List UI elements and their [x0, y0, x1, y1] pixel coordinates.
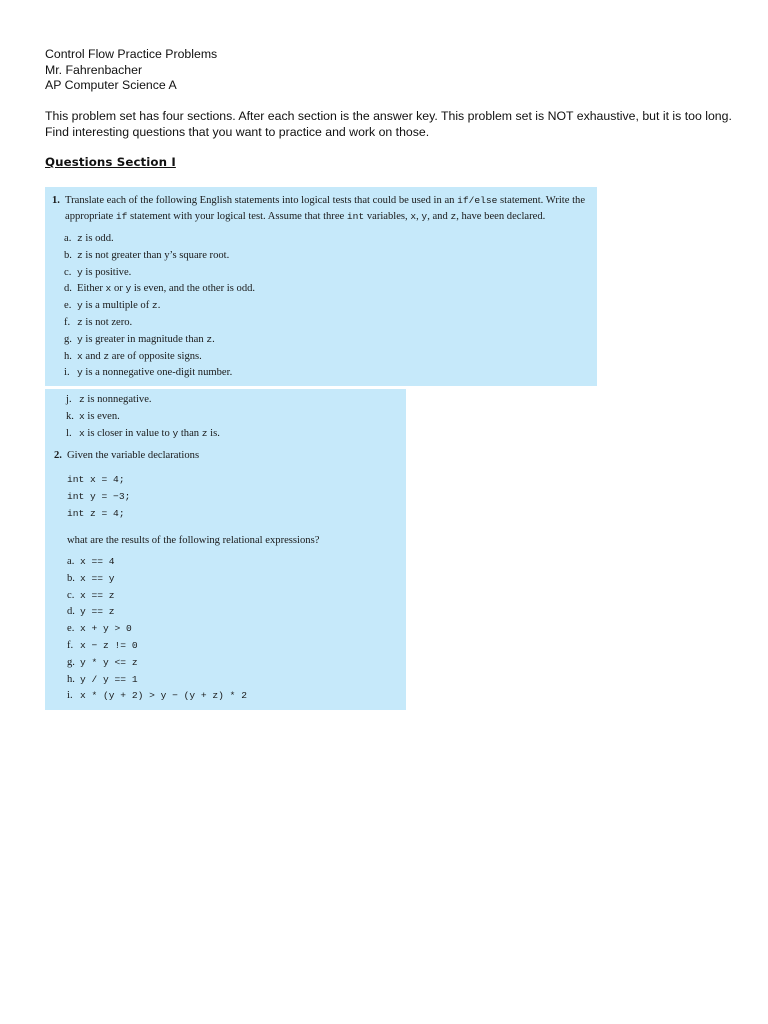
item-text	[79, 393, 152, 406]
text-fragment: are of opposite signs.	[109, 350, 202, 362]
text-fragment: is even.	[84, 410, 120, 422]
q1-code-z: z	[450, 211, 457, 222]
question-1-box	[45, 187, 597, 386]
code-token: z	[201, 427, 208, 439]
item-letter: d.	[67, 606, 75, 618]
q1-text-part: , have been declared.	[456, 211, 546, 222]
question-2-text: Given the variable declarations	[67, 450, 200, 461]
item-letter: f.	[64, 316, 71, 328]
header-course: AP Computer Science A	[45, 78, 177, 93]
code-token: y	[125, 283, 132, 295]
document-header	[45, 47, 217, 94]
text-fragment: .	[212, 333, 215, 345]
code-token: y	[77, 333, 83, 345]
item-text	[77, 333, 215, 346]
question-1-number: 1.	[52, 195, 60, 206]
text-fragment: is nonnegative.	[84, 394, 152, 405]
question-2-number: 2.	[54, 450, 62, 461]
item-letter: a.	[67, 556, 75, 567]
item-letter: g.	[64, 333, 72, 345]
header-title: Control Flow Practice Problems	[45, 47, 218, 61]
item-text: y == z	[80, 606, 115, 618]
item-letter: c.	[67, 589, 75, 601]
code-token: x	[77, 350, 83, 362]
declaration-line: int z = 4;	[67, 507, 125, 519]
item-text	[77, 299, 160, 312]
item-letter: b.	[64, 249, 72, 261]
item-letter: a.	[64, 233, 72, 244]
variable-declarations	[67, 474, 130, 524]
item-text: x == 4	[80, 556, 115, 567]
text-fragment: is positive.	[82, 266, 132, 278]
item-text: x + y > 0	[80, 623, 132, 635]
declaration-line: int x = 4;	[67, 474, 125, 485]
intro-paragraph: This problem set has four sections. After each section is the answer key. This problem set is NOT exhaustive, but it is too long. Find interesting questions that you want to practice and work on those.	[45, 109, 732, 139]
text-fragment: or	[111, 283, 126, 295]
item-text	[77, 316, 132, 329]
code-token: y	[77, 367, 83, 379]
item-text	[77, 232, 114, 245]
text-fragment: is greater in magnitude than	[82, 333, 207, 345]
question-2-prompt: what are the results of the following relational expressions?	[67, 535, 320, 546]
item-text: x * (y + 2) > y − (y + z) * 2	[80, 690, 247, 702]
item-letter: c.	[64, 266, 72, 278]
q1-code-x: x	[410, 211, 417, 222]
text-fragment: is even, and the other is odd.	[131, 283, 256, 295]
code-token: y	[172, 427, 179, 439]
item-text	[77, 266, 131, 279]
item-text: x == y	[80, 572, 115, 584]
text-fragment: .	[157, 300, 161, 312]
item-letter: k.	[66, 410, 74, 422]
item-text	[77, 350, 202, 363]
text-fragment: is not greater than y’s square root.	[82, 249, 230, 261]
text-fragment: is odd.	[82, 233, 114, 244]
item-text: x == z	[80, 589, 115, 601]
code-token: x	[105, 283, 112, 295]
q1-code-if: if	[115, 211, 128, 222]
section-title: Questions Section I	[45, 155, 176, 169]
code-token: z	[206, 333, 213, 345]
item-text	[77, 282, 255, 295]
q1-text-part: statement with your logical test. Assume that three	[127, 211, 347, 222]
item-text: y / y == 1	[80, 673, 138, 685]
text-fragment: is a multiple of	[82, 300, 152, 312]
code-token: z	[77, 233, 83, 244]
q1-code-int: int	[346, 211, 365, 222]
declaration-line: int y = −3;	[67, 490, 131, 502]
item-letter: h.	[64, 350, 72, 362]
item-letter: l.	[66, 427, 72, 439]
text-fragment: is not zero.	[82, 316, 133, 328]
item-letter: e.	[67, 623, 75, 635]
header-teacher: Mr. Fahrenbacher	[45, 62, 143, 77]
q1-text-part: , and	[427, 211, 451, 222]
item-letter: b.	[67, 572, 75, 584]
question-2-box	[45, 389, 406, 710]
item-letter: d.	[64, 283, 72, 295]
code-token: z	[151, 300, 158, 312]
question-1-text	[65, 193, 590, 225]
q1-code-ifelse: if/else	[457, 195, 498, 206]
item-text	[77, 366, 232, 379]
code-token: z	[77, 316, 83, 328]
code-token: x	[79, 427, 85, 439]
item-letter: h.	[67, 673, 75, 685]
item-text	[79, 427, 220, 440]
q1-text-part: statement. Write the appropriate	[65, 195, 586, 222]
code-token: z	[77, 249, 83, 261]
code-token: y	[77, 266, 83, 278]
q1-text-part: ,	[416, 211, 422, 222]
item-letter: i.	[64, 367, 70, 379]
text-fragment: is a nonnegative one-digit number.	[82, 367, 233, 379]
item-text: x − z != 0	[80, 639, 138, 651]
item-letter: e.	[64, 300, 72, 312]
code-token: x	[79, 410, 85, 422]
text-fragment: Either	[77, 283, 106, 295]
item-text	[79, 410, 120, 423]
text-fragment: than	[178, 427, 202, 439]
item-letter: f.	[67, 639, 74, 651]
q1-code-y: y	[421, 211, 428, 222]
item-text	[77, 249, 229, 262]
code-token: z	[103, 350, 110, 362]
item-letter: j.	[66, 394, 72, 405]
text-fragment: is closer in value to	[84, 427, 173, 439]
item-text: y * y <= z	[80, 656, 138, 668]
item-letter: i.	[67, 690, 73, 702]
code-token: y	[77, 300, 83, 312]
item-letter: g.	[67, 656, 75, 668]
q1-text-part: Translate each of the following English statements into logical tests that could be used in an	[65, 195, 458, 206]
code-token: z	[79, 394, 85, 405]
q1-text-part: variables,	[364, 211, 411, 222]
text-fragment: and	[82, 350, 104, 362]
text-fragment: is.	[207, 427, 220, 439]
